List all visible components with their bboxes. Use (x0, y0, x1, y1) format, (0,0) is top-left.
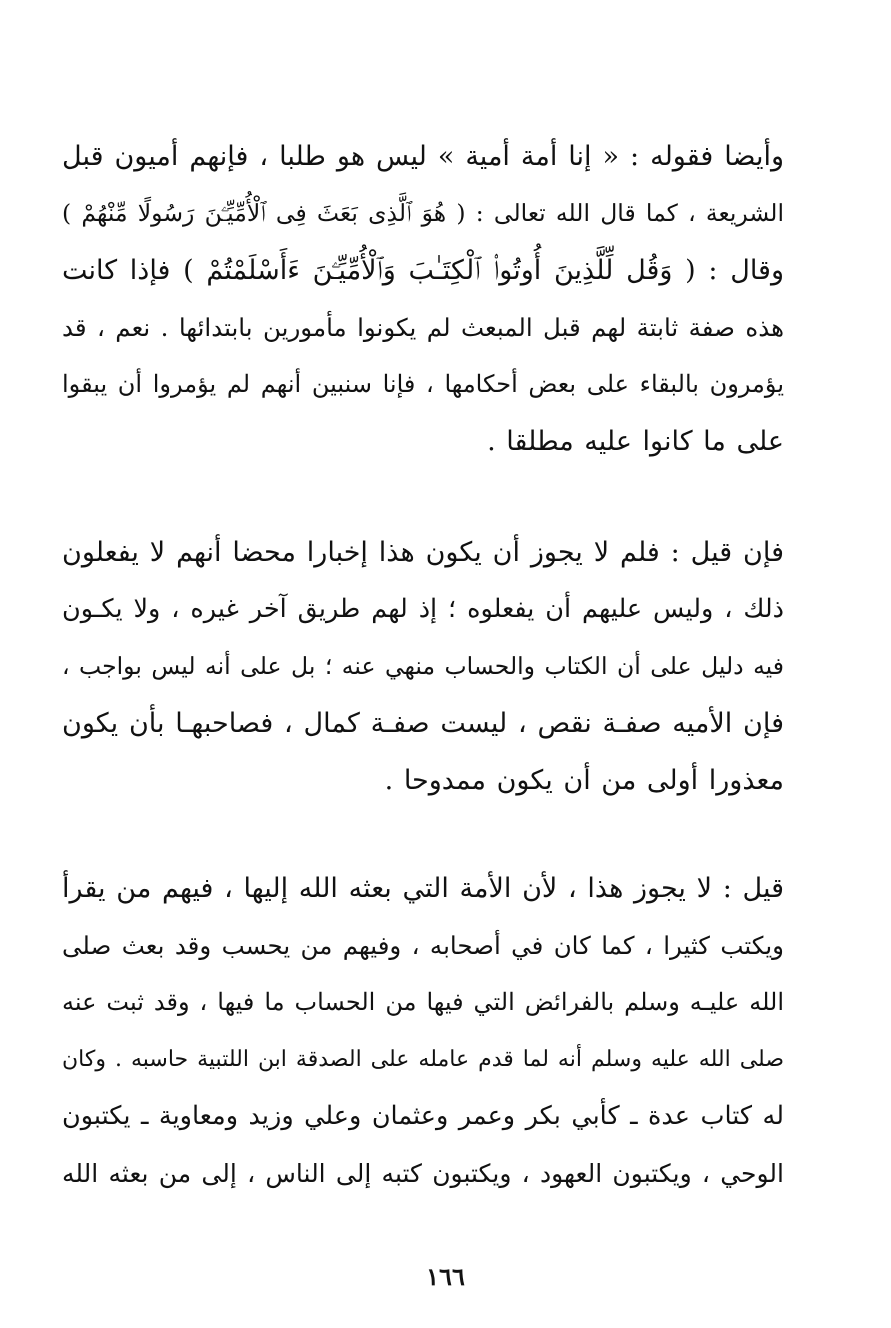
text-line: يؤمرون بالبقاء على بعض أحكامها ، فإنا سنبين أنهم لم يؤمروا أن يبقوا (62, 370, 784, 398)
text-line: قيل : لا يجوز هذا ، لأن الأمة التي بعثه الله إليها ، فيهم من يقرأ (62, 873, 784, 904)
text-line: ذلك ، وليس عليهم أن يفعلوه ؛ إذ لهم طريق آخر غيره ، ولا يكـون (62, 594, 784, 624)
text-line: فإن الأميه صفـة نقص ، ليست صفـة كمال ، فصاحبهـا بأن يكون (62, 708, 784, 739)
text-line: صلى الله عليه وسلم أنه لما قدم عامله على الصدقة ابن اللتبية حاسبه . وكان (62, 1047, 784, 1072)
paragraph-2 (62, 524, 784, 809)
text-line-quran: وقال : ( وَقُل لِّلَّذِينَ أُوتُوا۟ ٱلْكِتَـٰبَ وَٱلْأُمِّيِّـۧنَ ءَأَسْلَمْتُمْ ) فإذا كانت (62, 255, 784, 286)
text-line: له كتاب عدة ـ كأبي بكر وعمر وعثمان وعلي وزيد ومعاوية ـ يكتبون (62, 1101, 784, 1131)
text-line: هذه صفة ثابتة لهم قبل المبعث لم يكونوا مأمورين بابتدائها . نعم ، قد (62, 313, 784, 342)
text-line: فإن قيل : فلم لا يجوز أن يكون هذا إخبارا محضا أنهم لا يفعلون (62, 537, 784, 568)
text-line: معذورا أولى من أن يكون ممدوحا . (384, 765, 784, 796)
text-line: فيه دليل على أن الكتاب والحساب منهي عنه ؛ بل على أنه ليس بواجب ، (62, 652, 784, 680)
text-line: الوحي ، ويكتبون العهود ، ويكتبون كتبه إلى الناس ، إلى من بعثه الله (62, 1159, 784, 1188)
text-line: ويكتب كثيرا ، كما كان في أصحابه ، وفيهم من يحسب وقد بعث صلى (62, 931, 784, 960)
text-line: الله عليـه وسلم بالفرائض التي فيها من الحساب ما فيها ، وقد ثبت عنه (62, 988, 784, 1016)
page-number: ١٦٦ (426, 1262, 465, 1291)
text-line: على ما كانوا عليه مطلقا . (487, 426, 784, 457)
paragraph-1 (62, 128, 784, 470)
text-line: وأيضا فقوله : « إنا أمة أمية » ليس هو طلبا ، فإنهم أميون قبل (62, 141, 784, 172)
text-line-quran: الشريعة ، كما قال الله تعالى : ( هُوَ ٱلَّذِى بَعَثَ فِى ٱلْأُمِّيِّـۧنَ رَسُولًا مِّنْهُمْ ) (62, 199, 784, 227)
paragraph-3 (62, 860, 784, 1202)
